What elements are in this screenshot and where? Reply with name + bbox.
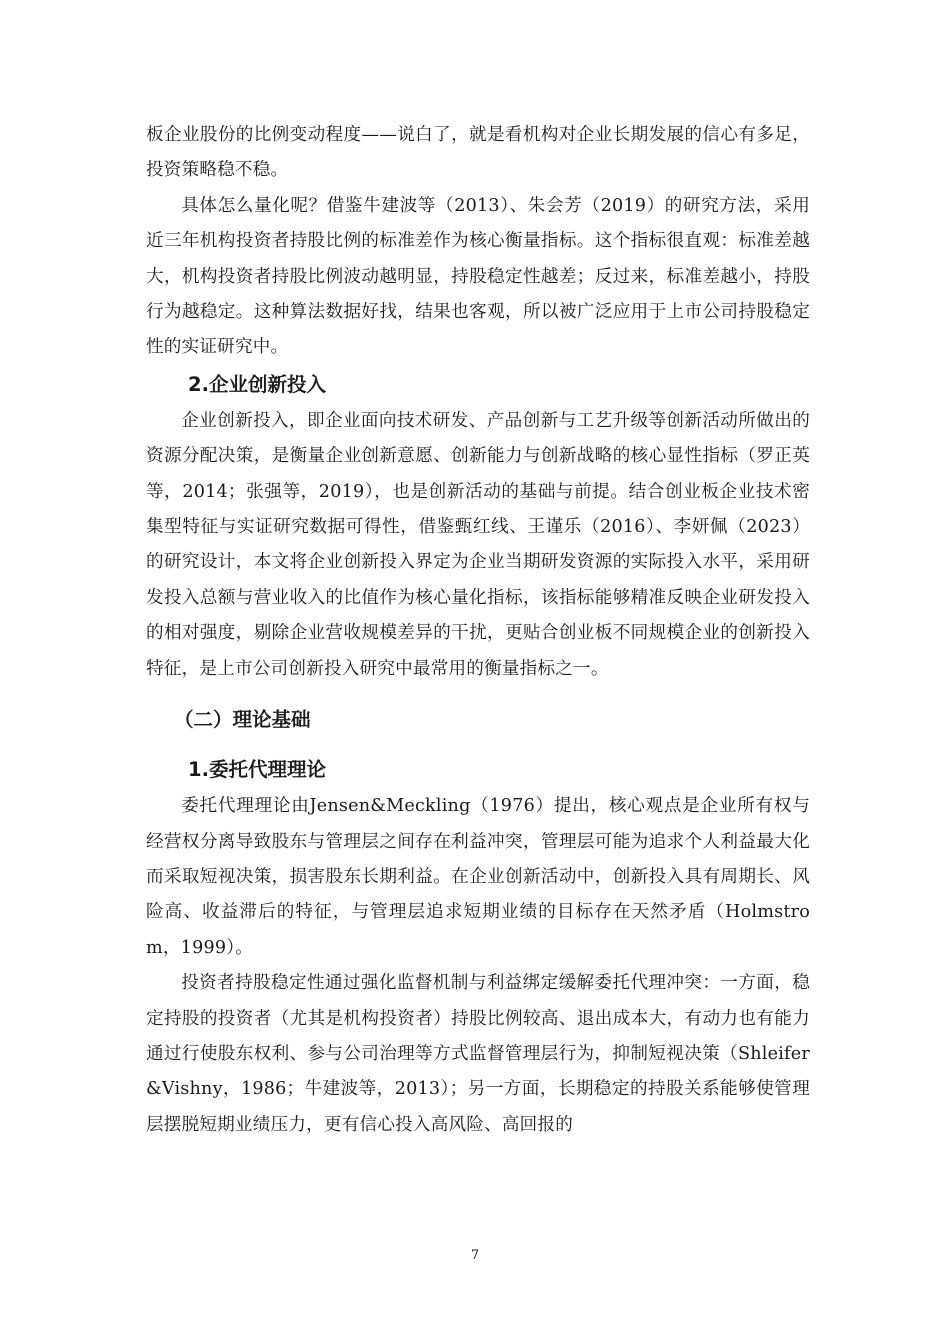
- page-body: [146, 118, 810, 1143]
- paragraph-continued: 板企业股份的比例变动程度——说白了，就是看机构对企业长期发展的信心有多足，投资策略稳不稳。: [146, 125, 810, 181]
- heading-theoretical-basis: （二）理论基础: [174, 708, 311, 732]
- heading-innovation-input: 2.企业创新投入: [188, 372, 326, 396]
- heading-agency-theory: 1.委托代理理论: [188, 758, 326, 782]
- paragraph-quantification: 具体怎么量化呢？借鉴牛建波等（2013）、朱会芳（2019）的研究方法，采用近三年机构投资者持股比例的标准差作为核心衡量指标。这个指标很直观：标准差越大，机构投资者持股比例波动越明显，持股稳定性越差；反过来，标准差越小，持股行为越稳定。这种算法数据好找，结果也客观，所以被广泛应用于上市公司持股稳定性的实证研究中。: [146, 195, 810, 358]
- page-number: 7: [470, 1248, 480, 1263]
- paragraph-holding-stability: 投资者持股稳定性通过强化监督机制与利益绑定缓解委托代理冲突：一方面，稳定持股的投资者（尤其是机构投资者）持股比例较高、退出成本大，有动力也有能力通过行使股东权利、参与公司治理等方式监督管理层行为，抑制短视决策（Shleifer&Vishny，1986；牛建波等，2013）；另一方面，长期稳定的持股关系能够使管理层摆脱短期业绩压力，更有信心投入高风险、高回报的: [146, 973, 810, 1135]
- paragraph-agency-theory: 委托代理理论由Jensen&Meckling（1976）提出，核心观点是企业所有权与经营权分离导致股东与管理层之间存在利益冲突，管理层可能为追求个人利益最大化而采取短视决策，损害股东长期利益。在企业创新活动中，创新投入具有周期长、风险高、收益滞后的特征，与管理层追求短期业绩的目标存在天然矛盾（Holmstrom，1999）。: [146, 796, 810, 958]
- paragraph-innovation-input: 企业创新投入，即企业面向技术研发、产品创新与工艺升级等创新活动所做出的资源分配决策，是衡量企业创新意愿、创新能力与创新战略的核心显性指标（罗正英等，2014；张强等，2019），也是创新活动的基础与前提。结合创业板企业技术密集型特征与实证研究数据可得性，借鉴甄红线、王谨乐（2016）、李妍佩（2023）的研究设计，本文将企业创新投入界定为企业当期研发资源的实际投入水平，采用研发投入总额与营业收入的比值作为核心量化指标，该指标能够精准反映企业研发投入的相对强度，剔除企业营收规模差异的干扰，更贴合创业板不同规模企业的创新投入特征，是上市公司创新投入研究中最常用的衡量指标之一。: [146, 410, 810, 679]
